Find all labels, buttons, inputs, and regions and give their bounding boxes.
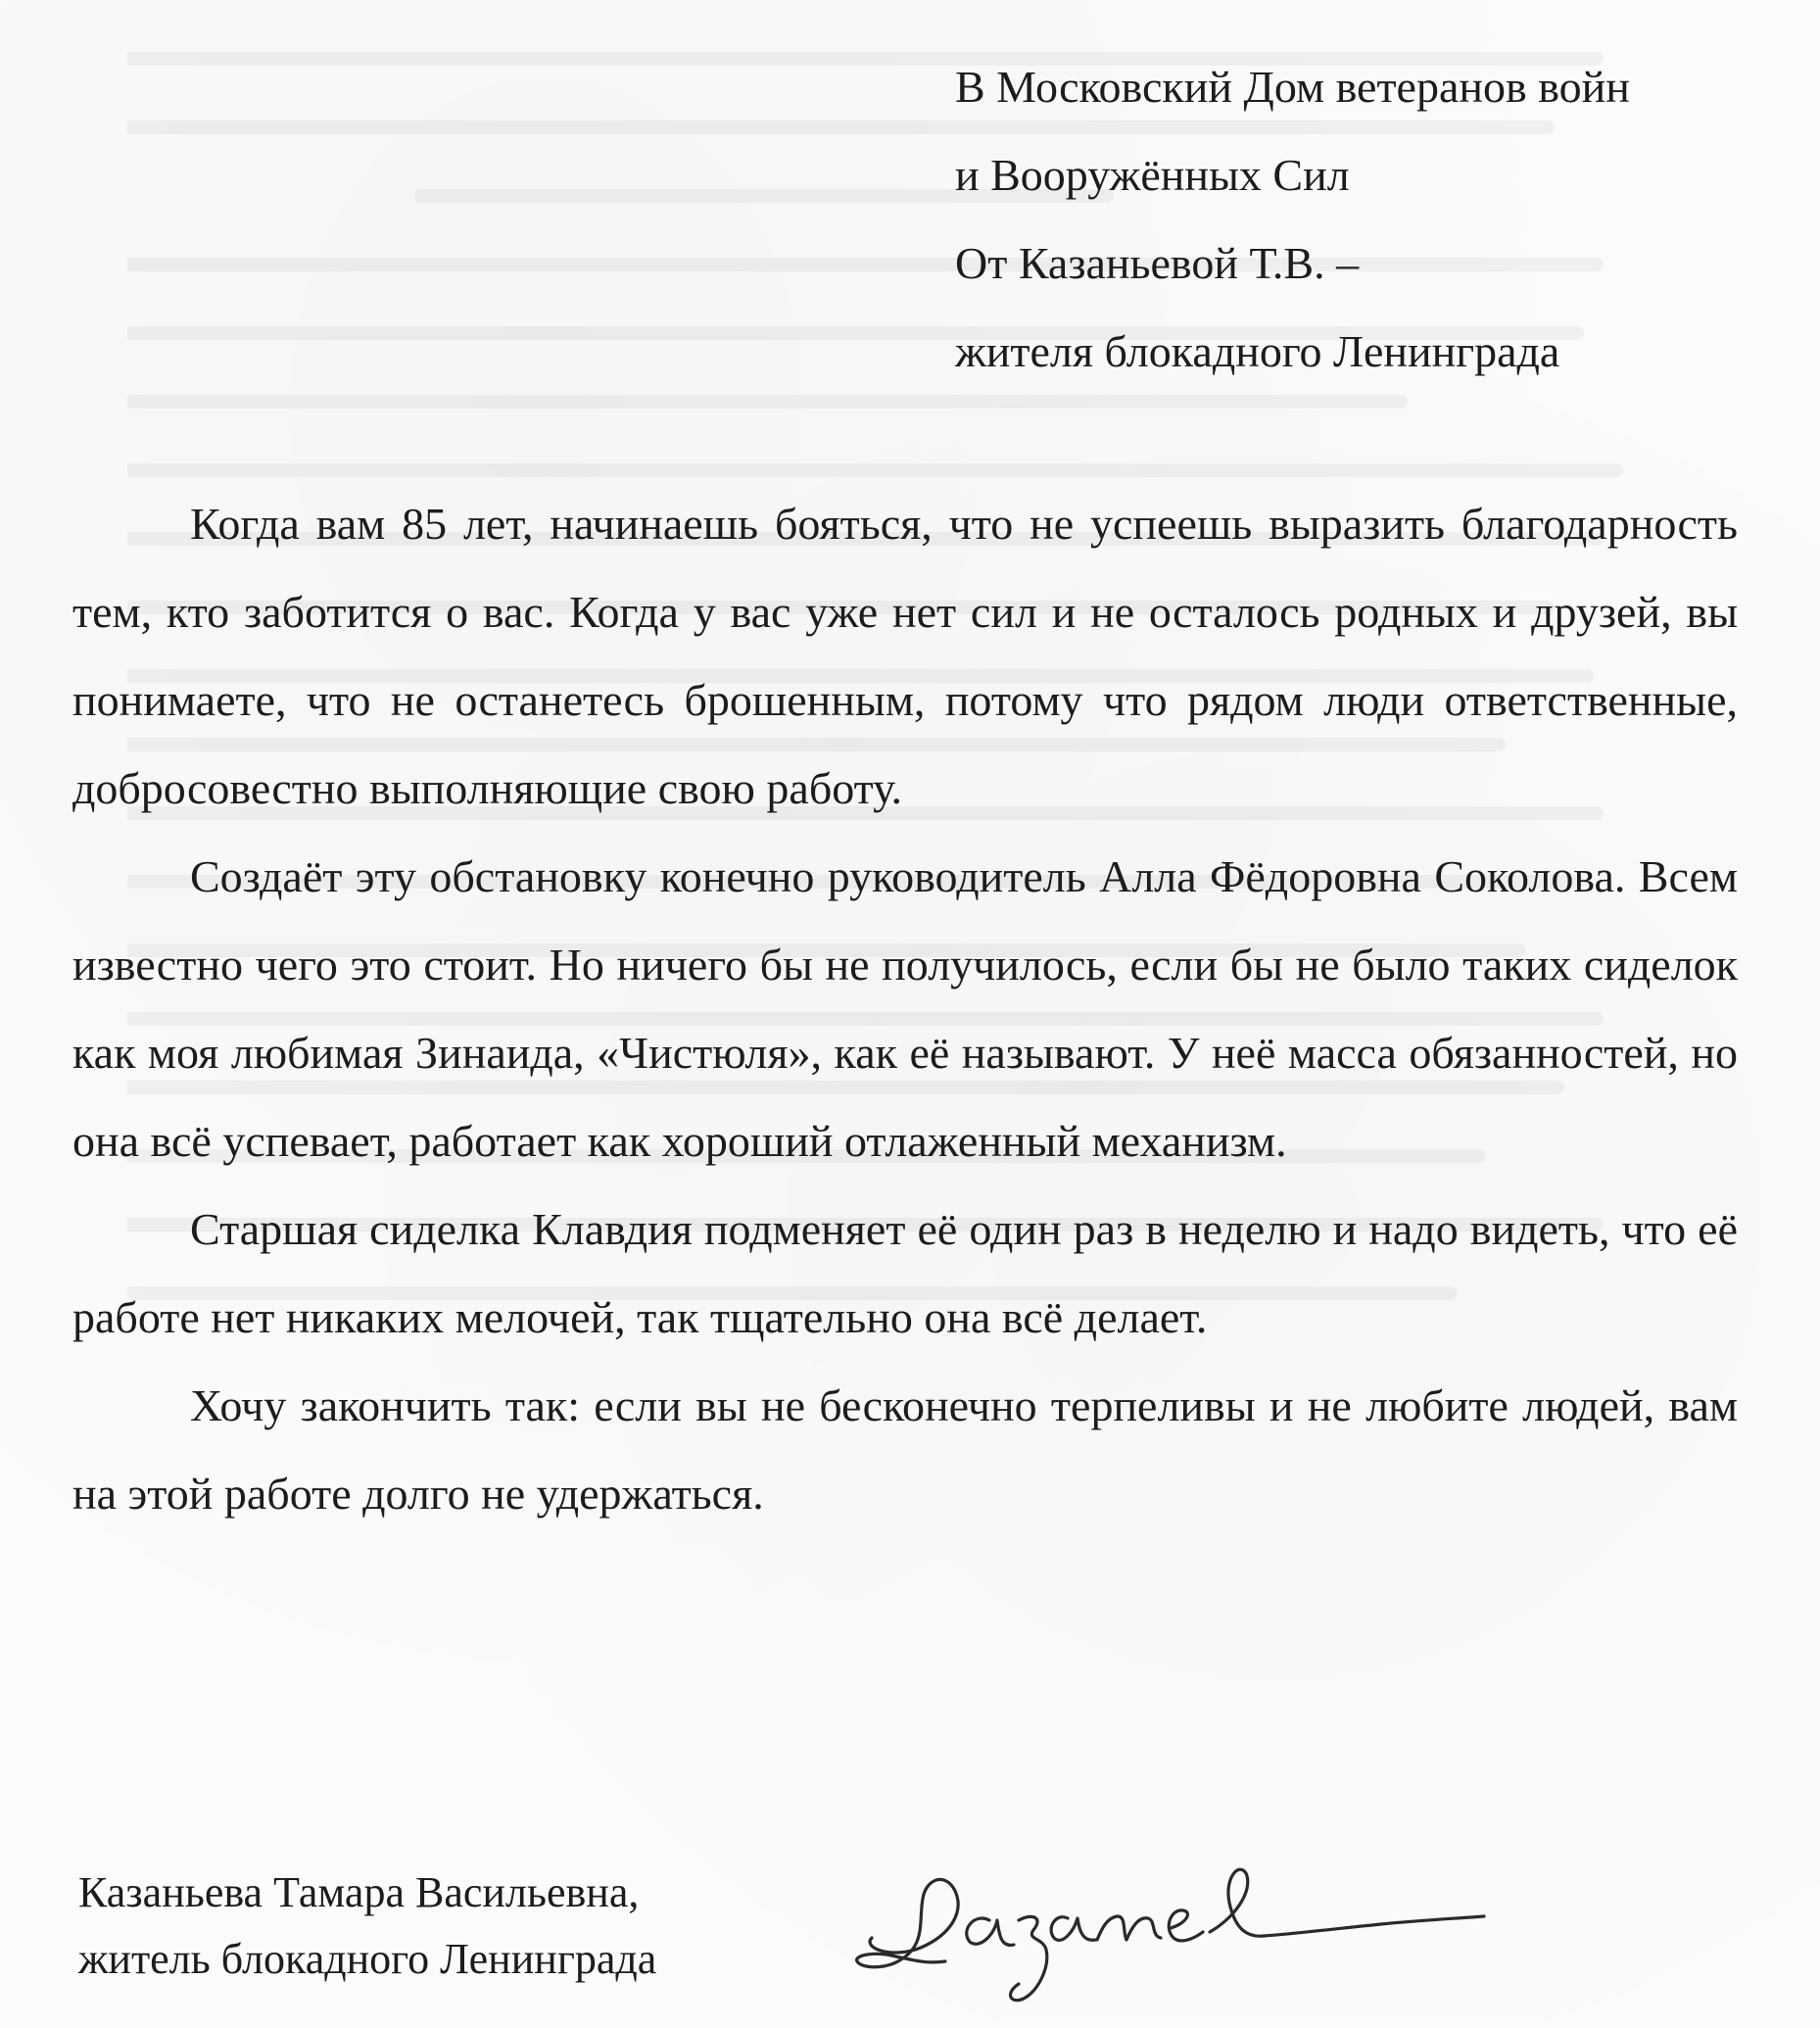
recipient-line-2: и Вооружённых Сил <box>955 150 1350 200</box>
paragraph-2: Создаёт эту обстановку конечно руководитель Алла Фёдоровна Соколова. Всем известно чего это стоит. Но ничего бы не получилось, если бы не было таких сиделок как моя любимая Зинаида, «Чистюля», как её называют. У неё масса обязанностей, но она всё успевает, работает как хороший отлаженный механизм. <box>72 851 1738 1166</box>
signer-title: житель блокадного Ленинграда <box>78 1935 657 1983</box>
paragraph-4: Хочу закончить так: если вы не бесконечно терпеливы и не любите людей, вам на этой работе долго не удержаться. <box>72 1380 1738 1519</box>
recipient-line-1: В Московский Дом ветеранов войн <box>955 62 1630 112</box>
letter-body <box>72 480 1738 1538</box>
signature-block <box>78 1859 656 1993</box>
recipient-block <box>955 43 1758 396</box>
paragraph-1: Когда вам 85 лет, начинаешь бояться, что не успеешь выразить благодарность тем, кто заботится о вас. Когда у вас уже нет сил и не осталось родных и друзей, вы понимаете, что не останетесь брошенным, потому что рядом люди ответственные, добросовестно выполняющие свою работу. <box>72 499 1738 813</box>
paragraph-3: Старшая сиделка Клавдия подменяет её один раз в неделю и надо видеть, что её работе нет никаких мелочей, так тщательно она всё делает. <box>72 1204 1738 1342</box>
signer-name: Казаньева Тамара Васильевна, <box>78 1868 640 1916</box>
recipient-line-3: От Казаньевой Т.В. – <box>955 238 1360 288</box>
recipient-line-4: жителя блокадного Ленинграда <box>955 326 1560 376</box>
handwritten-signature <box>833 1822 1499 2028</box>
